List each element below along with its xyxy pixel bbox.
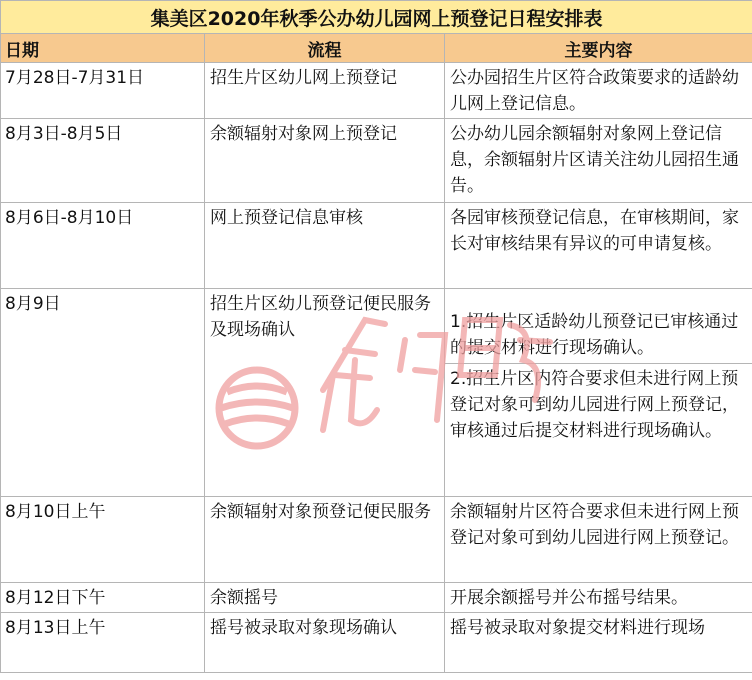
date-cell: 8月3日-8月5日 — [1, 119, 205, 203]
header-row — [1, 34, 752, 63]
table-row — [1, 203, 752, 289]
table-title: 集美区2020年秋季公办幼儿园网上预登记日程安排表 — [1, 1, 752, 34]
table-row — [1, 63, 752, 119]
date-cell: 8月10日上午 — [1, 497, 205, 583]
content-cell: 公办幼儿园余额辐射对象网上登记信息，余额辐射片区请关注幼儿园招生通告。 — [445, 119, 752, 203]
date-cell: 8月6日-8月10日 — [1, 203, 205, 289]
table-row — [1, 497, 752, 583]
content-cell: 公办园招生片区符合政策要求的适龄幼儿网上登记信息。 — [445, 63, 752, 119]
process-cell: 招生片区幼儿网上预登记 — [205, 63, 445, 119]
process-cell: 招生片区幼儿预登记便民服务及现场确认 — [205, 289, 445, 497]
content-item-2: 2.招生片区内符合要求但未进行网上预登记对象可到幼儿园进行网上预登记，审核通过后提交材料进行现场确认。 — [450, 369, 739, 441]
content-cell: 余额辐射片区符合要求但未进行网上预登记对象可到幼儿园进行网上预登记。 — [445, 497, 752, 583]
process-cell: 余额摇号 — [205, 583, 445, 613]
date-cell: 8月9日 — [1, 289, 205, 497]
process-cell: 余额辐射对象网上预登记 — [205, 119, 445, 203]
process-cell: 余额辐射对象预登记便民服务 — [205, 497, 445, 583]
process-cell: 网上预登记信息审核 — [205, 203, 445, 289]
table-row — [1, 119, 752, 203]
content-cell: 开展余额摇号并公布摇号结果。 — [445, 583, 752, 613]
content-cell — [445, 289, 752, 497]
content-cell: 摇号被录取对象提交材料进行现场 — [445, 613, 752, 673]
table-row — [1, 583, 752, 613]
table-row — [1, 613, 752, 673]
date-cell: 8月12日下午 — [1, 583, 205, 613]
date-cell: 8月13日上午 — [1, 613, 205, 673]
date-cell: 7月28日-7月31日 — [1, 63, 205, 119]
header-date: 日期 — [1, 34, 205, 63]
header-process: 流程 — [205, 34, 445, 63]
content-item-1: 1.招生片区适龄幼儿预登记已审核通过的提交材料进行现场确认。 — [445, 289, 752, 364]
process-cell: 摇号被录取对象现场确认 — [205, 613, 445, 673]
table-row — [1, 289, 752, 497]
header-content: 主要内容 — [445, 34, 752, 63]
content-cell: 各园审核预登记信息，在审核期间，家长对审核结果有异议的可申请复核。 — [445, 203, 752, 289]
